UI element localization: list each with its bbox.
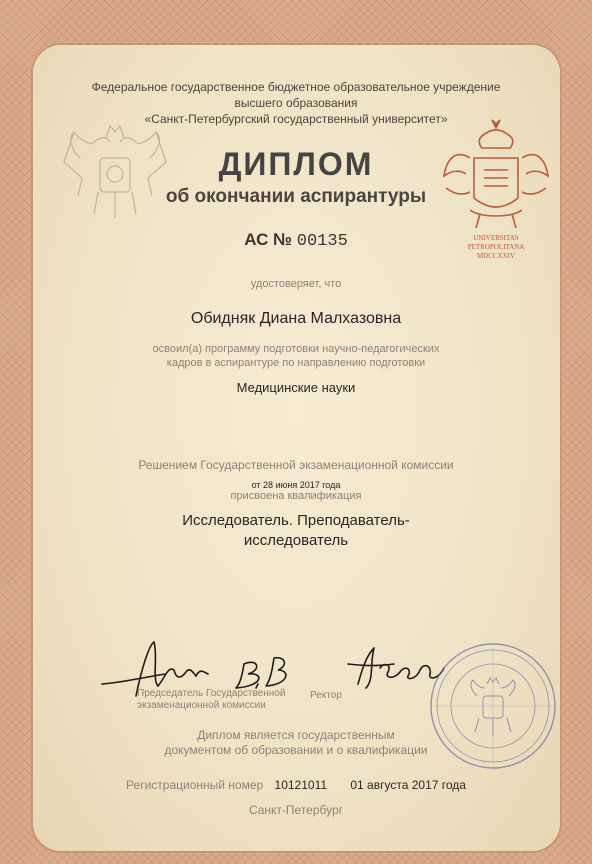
status-line2: документом об образовании и о квалификации xyxy=(164,743,428,757)
chair-label-line1: Председатель Государственной xyxy=(137,688,286,699)
diploma-number xyxy=(0,230,592,251)
qualification-line1: Исследователь. Преподаватель- xyxy=(182,512,410,529)
registration-date: 01 августа 2017 года xyxy=(350,778,466,792)
rector-label: Ректор xyxy=(310,690,342,701)
crest-motto-line2: PETROPOLITANA xyxy=(467,243,525,251)
program-line1: освоил(а) программу подготовки научно-педагогических xyxy=(152,343,440,355)
registration-label: Регистрационный номер xyxy=(126,778,264,792)
registration-row xyxy=(0,778,592,792)
crest-motto-line1: UNIVERSITAS xyxy=(473,234,519,242)
commission-date: от 28 июня 2017 года xyxy=(251,480,341,490)
program-line2: кадров в аспирантуре по направлению подготовки xyxy=(166,357,426,369)
holder-name: Обидняк Диана Малхазовна xyxy=(190,310,402,327)
qualification-line2: исследователь xyxy=(243,532,349,549)
document-title: ДИПЛОМ xyxy=(218,146,374,182)
status-line1: Диплом является государственным xyxy=(197,728,395,742)
crest-motto-line3: MDCCXXIV xyxy=(476,252,516,260)
issue-city: Санкт-Петербург xyxy=(248,803,344,817)
series-number: 00135 xyxy=(296,232,348,251)
document-subtitle: об окончании аспирантуры xyxy=(165,186,427,207)
registration-number: 10121011 xyxy=(274,778,328,792)
commission-line1: Решением Государственной экзаменационной комиссии xyxy=(138,458,454,472)
issuer-line1: Федеральное государственное бюджетное образовательное учреждение xyxy=(91,80,501,94)
commission-awarded: присвоена квалификация xyxy=(230,490,362,502)
issuer-line3: «Санкт-Петербургский государственный университет» xyxy=(144,112,448,126)
program-direction: Медицинские науки xyxy=(236,380,356,395)
certifies-text: удостоверяет, что xyxy=(250,278,342,290)
issuer-line2: высшего образования xyxy=(234,96,358,110)
series-prefix: АС № xyxy=(244,230,293,249)
chair-label-line2: экзаменационной комиссии xyxy=(137,700,266,711)
